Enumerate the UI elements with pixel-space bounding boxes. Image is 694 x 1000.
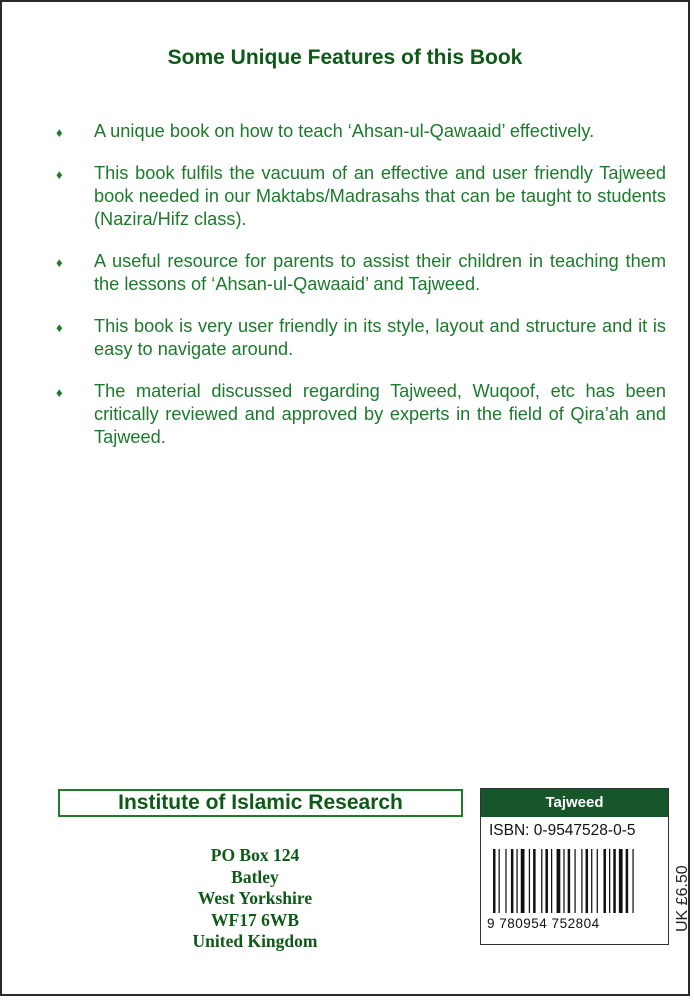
feature-item	[54, 162, 666, 231]
publisher-name-box: Institute of Islamic Research	[58, 789, 463, 817]
address-line: WF17 6WB	[211, 909, 299, 930]
feature-text: The material discussed regarding Tajweed, Wuqoof, etc has been critically reviewed and approved by experts in the field of Qira’ah and Tajweed.	[94, 381, 666, 447]
isbn-number: ISBN: 0-9547528-0-5	[489, 822, 636, 839]
barcode-digits: 9 780954 752804	[487, 916, 600, 931]
price-sticker: UK £6.50	[674, 865, 691, 932]
feature-text: This book fulfils the vacuum of an effective and user friendly Tajweed book needed in our Maktabs/Madrasahs that can be taught to students (Nazira/Hifz class).	[94, 163, 666, 229]
category-label: Tajweed	[481, 789, 668, 817]
feature-item	[54, 315, 666, 361]
diamond-bullet-icon: ♦	[56, 320, 63, 335]
address-line: Batley	[231, 866, 279, 887]
diamond-bullet-icon: ♦	[56, 385, 63, 400]
features-list	[54, 120, 666, 468]
address-line: PO Box 124	[210, 845, 300, 865]
feature-item	[54, 380, 666, 449]
diamond-bullet-icon: ♦	[56, 125, 63, 140]
isbn-block	[480, 788, 669, 945]
publisher-address	[170, 845, 340, 953]
address-line: United Kingdom	[192, 931, 318, 951]
barcode-icon	[491, 849, 659, 913]
diamond-bullet-icon: ♦	[56, 255, 63, 270]
feature-text: A unique book on how to teach ‘Ahsan-ul-Qawaaid’ effectively.	[94, 121, 595, 141]
diamond-bullet-icon: ♦	[56, 167, 63, 182]
feature-text: A useful resource for parents to assist their children in teaching them the lessons of ‘Ahsan-ul-Qawaaid’ and Tajweed.	[94, 251, 666, 294]
feature-item	[54, 250, 666, 296]
page-title: Some Unique Features of this Book	[167, 46, 523, 69]
address-line: West Yorkshire	[197, 888, 313, 908]
feature-item	[54, 120, 666, 143]
feature-text: This book is very user friendly in its style, layout and structure and it is easy to navigate around.	[94, 316, 666, 359]
